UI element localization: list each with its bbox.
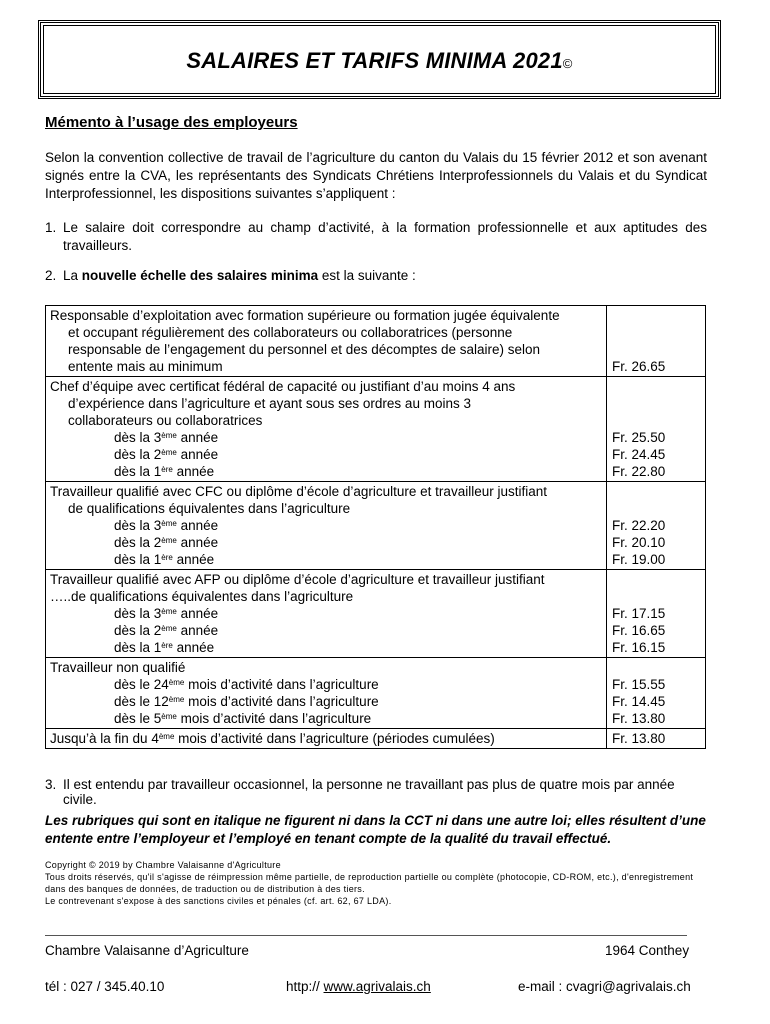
- seniority-line: dès la 2ème année: [114, 447, 219, 462]
- category-description: responsable de l’engagement du personnel et des décomptes de salaire) selon: [68, 342, 541, 357]
- hourly-rate: Fr. 26.65: [612, 359, 666, 374]
- category-cell: [46, 729, 607, 749]
- copyright-line: Tous droits réservés, qu'il s'agisse de réimpression même partielle, de reproduction partielle ou complète (photocopie, CD-ROM, etc.), d'enregistrement dans des banques de données, de traduction ou de distribution à des tiers.: [45, 872, 694, 894]
- category-description: d’expérience dans l’agriculture et ayant sous ses ordres au moins 3: [68, 396, 471, 411]
- footer-email: e-mail : cvagri@agrivalais.ch: [518, 979, 691, 994]
- category-cell: [46, 658, 607, 729]
- amount-cell: [607, 377, 706, 482]
- copyright-line: Le contrevenant s'expose à des sanctions civiles et pénales (cf. art. 62, 67 LDA).: [45, 896, 392, 906]
- seniority-line: dès la 2ème année: [114, 623, 219, 638]
- list-number: 1.: [45, 220, 57, 235]
- category-description: et occupant régulièrement des collaborateurs ou collaboratrices (personne: [68, 325, 513, 340]
- hourly-rate: Fr. 14.45: [612, 694, 666, 709]
- copyright-notice: [45, 859, 707, 907]
- hourly-rate: Fr. 16.15: [612, 640, 666, 655]
- amount-cell: [607, 482, 706, 570]
- footer-website: http:// www.agrivalais.ch: [286, 979, 431, 994]
- table-row: [46, 377, 706, 482]
- hourly-rate: Fr. 22.20: [612, 518, 666, 533]
- seniority-line: dès la 3ème année: [114, 518, 219, 533]
- seniority-line: dès la 1ère année: [114, 464, 215, 479]
- category-title: Travailleur qualifié avec AFP ou diplôme d’école d’agriculture et travailleur justifiant: [50, 572, 545, 587]
- category-cell: [46, 482, 607, 570]
- table-row: [46, 482, 706, 570]
- list-item-3: [45, 777, 707, 807]
- category-cell: [46, 570, 607, 658]
- intro-paragraph: Selon la convention collective de travail de l’agriculture du canton du Valais du 15 février 2012 et son avenant signés entre la CVA, les représentants des Syndicats Chrétiens Interprofessionnels du Valais et du Syndicat Interprofessionnel, les dispositions suivantes s’appliquent :: [45, 150, 707, 201]
- hourly-rate: Fr. 13.80: [612, 731, 666, 746]
- list-item-1: [45, 219, 707, 255]
- seniority-line: dès la 2ème année: [114, 535, 219, 550]
- seniority-line: dès la 3ème année: [114, 430, 219, 445]
- table-row: [46, 658, 706, 729]
- category-description: de qualifications équivalentes dans l’agriculture: [68, 501, 351, 516]
- hourly-rate: Fr. 25.50: [612, 430, 666, 445]
- amount-cell: [607, 658, 706, 729]
- hourly-rate: Fr. 19.00: [612, 552, 666, 567]
- category-title: Travailleur qualifié avec CFC ou diplôme d’école d’agriculture et travailleur justifiant: [50, 484, 547, 499]
- table-row: [46, 306, 706, 377]
- list-item-text: Le salaire doit correspondre au champ d’activité, à la formation professionnelle et aux aptitudes des travailleurs.: [63, 220, 707, 253]
- hourly-rate: Fr. 20.10: [612, 535, 666, 550]
- category-description: collaborateurs ou collaboratrices: [68, 413, 263, 428]
- table-row: [46, 570, 706, 658]
- list-item-text: Il est entendu par travailleur occasionnel, la personne ne travaillant pas plus de quatre mois par année civile.: [63, 777, 675, 807]
- footer-divider: [45, 935, 687, 936]
- footer-place: 1964 Conthey: [605, 943, 690, 958]
- title-box: [38, 20, 721, 99]
- copyright-line: Copyright © 2019 by Chambre Valaisanne d'Agriculture: [45, 860, 281, 870]
- page-title: SALAIRES ET TARIFS MINIMA 2021©: [186, 48, 573, 73]
- copyright-mark: ©: [562, 56, 573, 71]
- category-title-continued: …..de qualifications équivalentes dans l’agriculture: [50, 589, 354, 604]
- seniority-line: dès la 1ère année: [114, 552, 215, 567]
- seniority-line: dès le 12ème mois d’activité dans l’agriculture: [114, 694, 379, 709]
- list-number: 3.: [45, 777, 57, 792]
- table-row: [46, 729, 706, 749]
- list-number: 2.: [45, 268, 57, 283]
- list-item-2: [45, 268, 707, 283]
- footer-phone: tél : 027 / 345.40.10: [45, 979, 165, 994]
- category-cell: [46, 377, 607, 482]
- seniority-line: dès la 3ème année: [114, 606, 219, 621]
- italic-note: Les rubriques qui sont en italique ne figurent ni dans la CCT ni dans une autre loi; elles résultent d’une entente entre l’employeur et l’employé en tenant compte de la qualité du travail effectué.: [45, 813, 706, 846]
- hourly-rate: Fr. 22.80: [612, 464, 666, 479]
- category-title: Travailleur non qualifié: [50, 660, 186, 675]
- website-link[interactable]: www.agrivalais.ch: [323, 979, 431, 994]
- category-cell: [46, 306, 607, 377]
- hourly-rate: Fr. 16.65: [612, 623, 666, 638]
- category-title: Responsable d’exploitation avec formation supérieure ou formation jugée équivalente: [50, 308, 560, 323]
- hourly-rate: Fr. 13.80: [612, 711, 666, 726]
- category-title: Chef d’équipe avec certificat fédéral de capacité ou justifiant d’au moins 4 ans: [50, 379, 516, 394]
- amount-cell: [607, 306, 706, 377]
- list-item-text: La nouvelle échelle des salaires minima est la suivante :: [63, 268, 416, 283]
- seniority-line: dès le 5ème mois d’activité dans l’agriculture: [114, 711, 372, 726]
- category-description: entente mais au minimum: [68, 359, 223, 374]
- footer-org: Chambre Valaisanne d’Agriculture: [45, 943, 249, 958]
- seniority-line: dès la 1ère année: [114, 640, 215, 655]
- hourly-rate: Fr. 24.45: [612, 447, 666, 462]
- hourly-rate: Fr. 17.15: [612, 606, 666, 621]
- seniority-line: dès le 24ème mois d’activité dans l’agriculture: [114, 677, 379, 692]
- hourly-rate: Fr. 15.55: [612, 677, 666, 692]
- amount-cell: [607, 729, 706, 749]
- bold-phrase: nouvelle échelle des salaires minima: [81, 268, 319, 283]
- category-title: Jusqu’à la fin du 4ème mois d’activité dans l’agriculture (périodes cumulées): [50, 731, 495, 746]
- memento-heading: Mémento à l’usage des employeurs: [45, 114, 298, 131]
- wage-table: [45, 305, 706, 749]
- amount-cell: [607, 570, 706, 658]
